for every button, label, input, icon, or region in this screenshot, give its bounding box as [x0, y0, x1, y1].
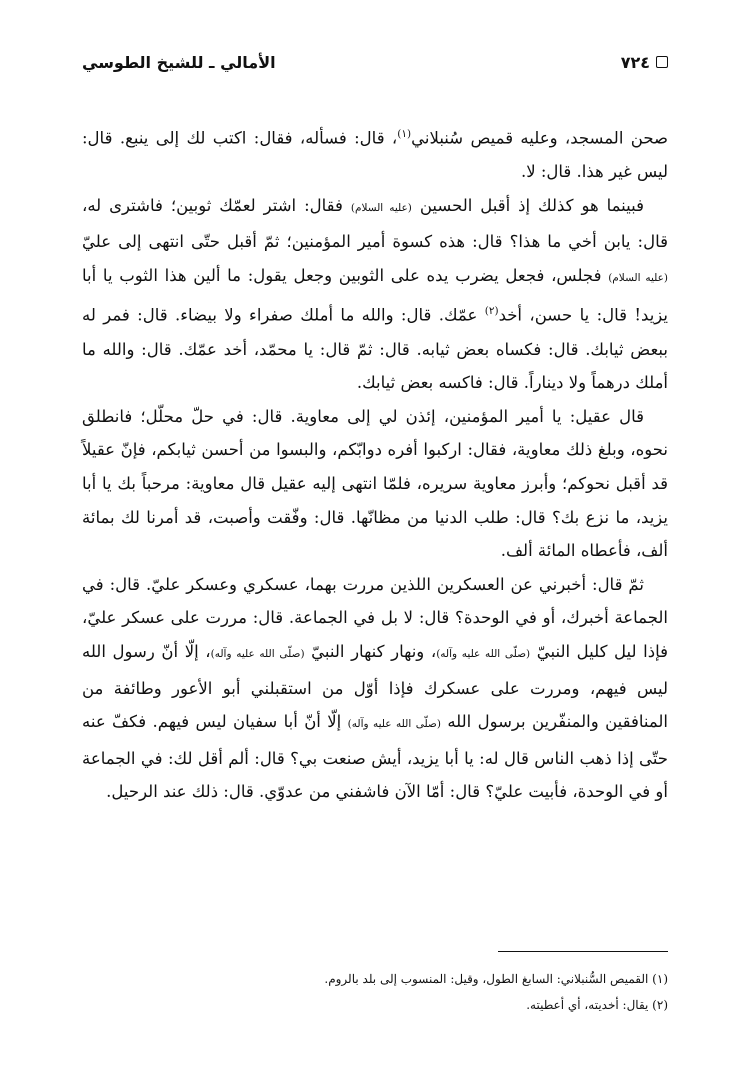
paragraph-1 — [82, 118, 668, 189]
honorific: (عليه السلام) — [350, 201, 412, 214]
page-header — [82, 46, 668, 78]
honorific: (صلّى الله عليه وآله) — [347, 718, 441, 731]
text-run: فقال: اشتر لعمّك ثوبين؛ فاشترى له، قال: يابن أخي ما هذا؟ قال: هذه كسوة أمير المؤمنين؛ ثمّ أقبل حتّى انتهى إلى عليّ — [82, 195, 668, 252]
text-run: عمّك. قال: والله ما أملك صفراء ولا بيضاء. قال: فمر له ببعض ثيابك. قال: فكساه بعض ثيابه. قال: ثمّ قال: يا محمّد، أخد عمّك. قال: والله ما أملك درهماً ولا ديناراً. قال: فاكسه بعض ثيابك. — [82, 305, 668, 393]
paragraph-3: قال عقيل: يا أمير المؤمنين، إئذن لي إلى معاوية. قال: في حلّ محلّل؛ فانطلق نحوه، وبلغ ذلك معاوية، فقال: اركبوا أفره دوابّكم، والبسوا من أحسن ثيابكم، فإنّ عقيلاً قد أقبل نحوكم؛ وأبرز معاوية سريره، فلمّا انتهى إليه عقيل قال معاوية: مرحباً بك يا أبا يزيد، ما نزع بك؟ قال: طلب الدنيا من مظانّها. قال: وفّقت وأصبت، قد أمرنا لك بمائة ألف، فأعطاه المائة ألف. — [82, 406, 668, 561]
footnote-1: (١) القميص السُّنبلاني: السابغ الطول، وقيل: المنسوب إلى بلد بالروم. — [324, 972, 668, 986]
footnote-divider — [498, 951, 668, 952]
square-icon — [656, 56, 668, 68]
main-text — [82, 118, 668, 809]
honorific: (صلّى الله عليه وآله) — [210, 647, 305, 660]
text-run: ، قال: فسأله، فقال: اكتب لك إلى ينبع. قال: ليس غير هذا. قال: لا. — [82, 128, 668, 182]
honorific: (صلّى الله عليه وآله) — [436, 647, 531, 660]
footnote-ref-2: (٢) — [484, 305, 499, 318]
page-number: ٧٢٤ — [620, 52, 650, 72]
footnote-ref-1: (١) — [397, 128, 412, 140]
text-run: ، ونهار كنهار النبيّ — [311, 641, 437, 661]
book-title: الأمالي ـ للشيخ الطوسي — [82, 52, 276, 72]
footnotes — [82, 966, 668, 1018]
text-run: ، إلّا أنّ رسول الله ليس فيهم، ومررت على عسكرك فإذا أوّل من استقبلني أبو الأعور وطائفة من المنافقين والمنفّرين برسول الله — [82, 641, 668, 732]
paragraph-4 — [82, 568, 668, 809]
text-run: فبينما هو كذلك إذ أقبل الحسين — [419, 195, 645, 215]
footnote-2: (٢) يقال: أخديته، أي أعطيته. — [526, 998, 668, 1012]
text-run: فجلس، فجعل يضرب يده على الثوبين وجعل يقول: ما ألين هذا الثوب يا أبا يزيد! قال: يا حسن، أخد — [82, 265, 668, 325]
text-run: صحن المسجد، وعليه قميص سُنبلاني — [411, 128, 668, 148]
text-run: إلّا أنّ أبا سفيان ليس فيهم. فكفّ عنه حتّى إذا ذهب الناس قال له: يا أبا يزيد، أيش صنعت بي؟ قال: ألم أقل لك: في الجماعة أو في الوحدة، فأبيت عليّ؟ قال: أمّا الآن فاشفني من عدوّي. قال: ذلك عند الرحيل. — [82, 712, 668, 802]
page-number-group — [621, 53, 668, 72]
paragraph-2 — [82, 189, 668, 400]
text-run: ثمّ قال: أخبرني عن العسكرين اللذين مررت بهما، عسكري وعسكر عليّ. قال: في الجماعة أخبرك، أو في الوحدة؟ قال: لا بل في الجماعة. قال: مررت على عسكر عليّ، فإذا ليل كليل النبيّ — [82, 574, 668, 661]
honorific: (عليه السلام) — [608, 271, 668, 284]
